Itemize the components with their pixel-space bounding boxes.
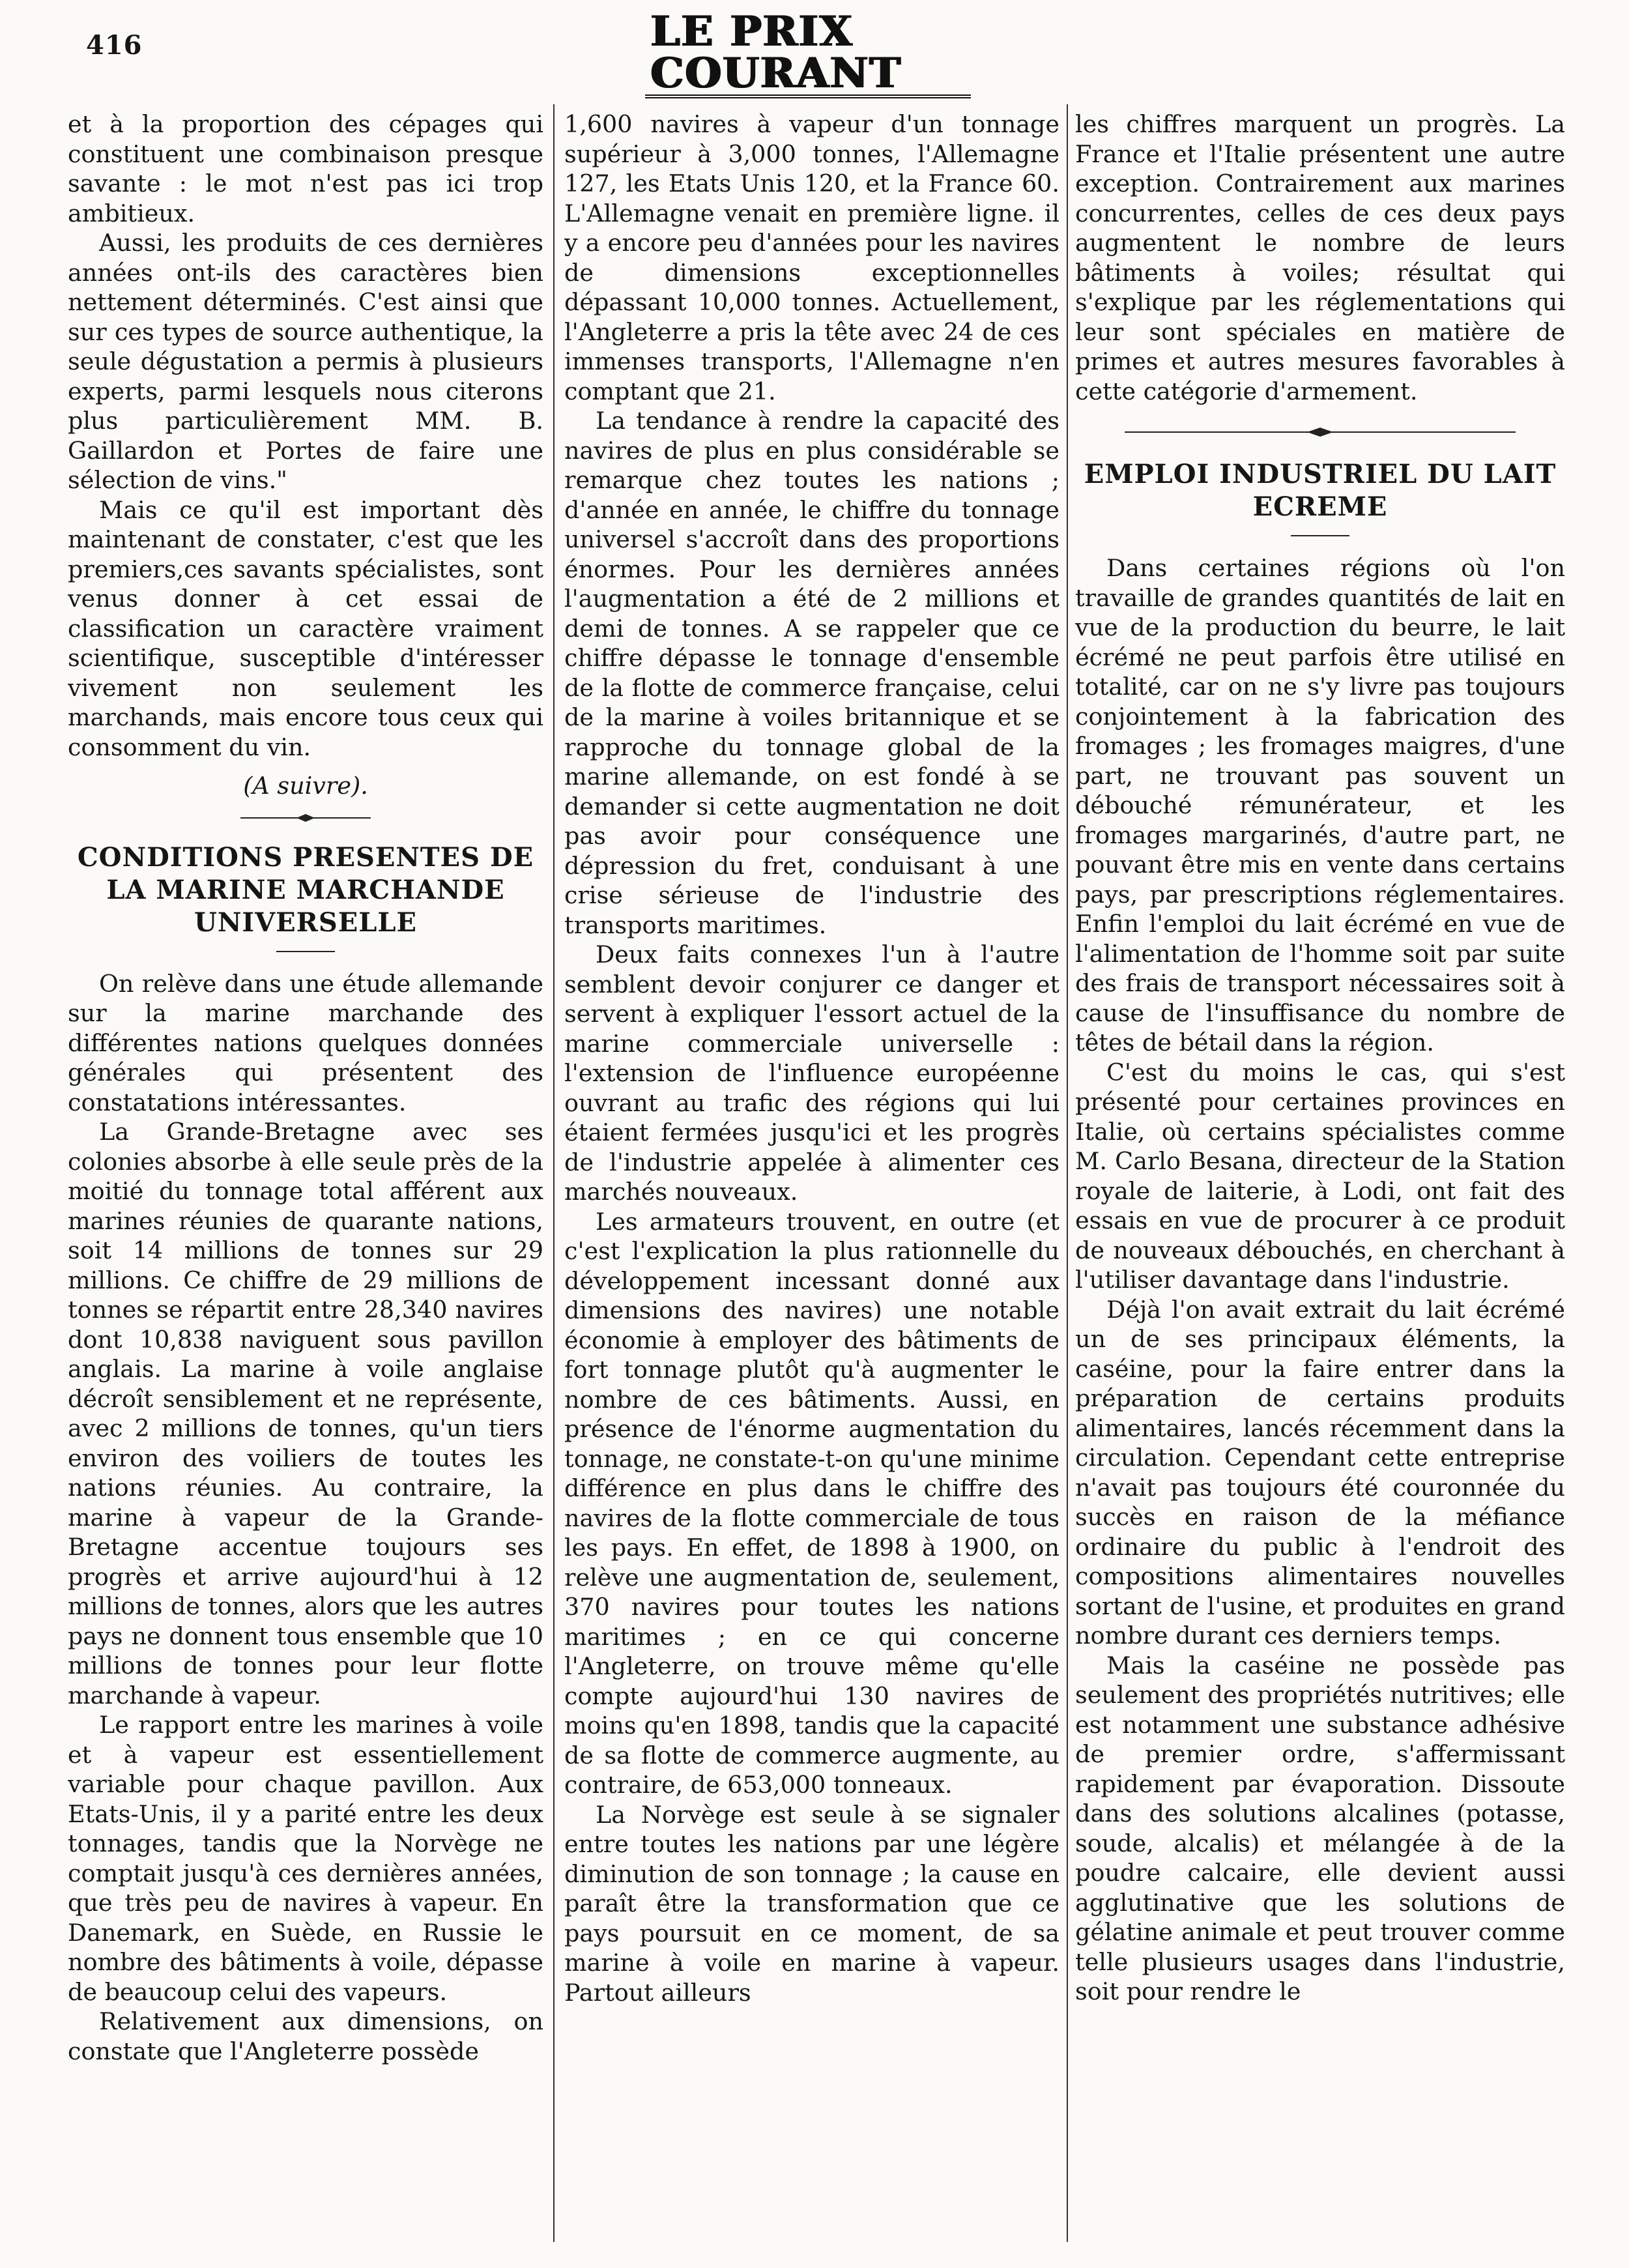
paragraph: La tendance à rendre la capacité des navires de plus en plus considérable se remarque chez toutes les nations ; d'année en année, le chiffre du tonnage universel s'accroît dans des proportions énormes. Pour les dernières années l'augmentation a été de 2 millions et demi de tonnes. A se rappeler que ce chiffre dépasse le tonnage d'ensemble de la flotte de commerce française, celui de la marine à voiles britannique et se rapproche du tonnage global de la marine allemande, on est fondé à se demander si cette augmentation ne doit pas avoir pour conséquence une dépression du fret, conduisant à une crise sérieuse de l'industrie des transports maritimes.: [564, 407, 1060, 939]
paragraph: Les armateurs trouvent, en outre (et c'est l'explication la plus rationnelle du développement incessant donné aux dimensions des navires) une notable économie à employer des bâtiments de fort tonnage plutôt qu'à augmenter le nombre de ces bâtiments. Aussi, en présence de l'énorme augmentation du tonnage, ne constate-t-on qu'une minime différence en plus dans le chiffre des navires de la flotte commerciale de tous les pays. En effet, de 1898 à 1900, on relève une augmentation de, seulement, 370 navires pour toutes les nations maritimes ; en ce qui concerne l'Angleterre, on trouve même qu'elle compte aujourd'hui 130 navires de moins qu'en 1898, tandis que la capacité de sa flotte de commerce augmente, au contraire, de 653,000 tonneaux.: [564, 1207, 1060, 1799]
a-suivre-note: (A suivre).: [243, 772, 368, 800]
paragraph: Dans certaines régions où l'on travaille de grandes quantités de lait en vue de la production du beurre, le lait écrémé ne peut parfois être utilisé en totalité, car on ne s'y livre pas toujours conjointement à la fabrication des fromages ; les fromages maigres, d'une part, ne trouvant pas souvent un débouché rémunérateur, et les fromages margarinés, d'autre part, ne pouvant être mis en vente dans certains pays, par prescriptions réglementaires. Enfin l'emploi du lait écrémé en vue de l'alimentation de l'homme soit par suite des frais de transport nécessaires soit à cause de l'insuffisance du nombre de têtes de bétail dans la région.: [1075, 554, 1565, 1056]
article-title: EMPLOI INDUSTRIEL DU LAIT ECREME: [1084, 459, 1557, 522]
title-underline: [1291, 535, 1349, 536]
paragraph: La Norvège est seule à se signaler entre toutes les nations par une légère diminution de son tonnage ; la cause en paraît être la transformation que ce pays poursuit en ce moment, de sa marine à voile en marine à vapeur. Partout ailleurs: [564, 1800, 1060, 2007]
column-2: [564, 109, 1060, 2221]
title-underline: [276, 951, 335, 952]
separator-ornament-icon: [1125, 426, 1516, 439]
paragraph: On relève dans une étude allemande sur la marine marchande des différentes nations quelques données générales qui présentent des constatations intéressantes.: [68, 969, 543, 1116]
paragraph: et à la proportion des cépages qui constituent une combinaison presque savante : le mot n'est pas ici trop ambitieux.: [68, 110, 543, 227]
masthead: [645, 7, 971, 98]
paragraph: 1,600 navires à vapeur d'un tonnage supérieur à 3,000 tonnes, l'Allemagne 127, les Etats Unis 120, et la France 60. L'Allemagne venait en première ligne. il y a encore peu d'années pour les navires de dimensions exceptionnelles dépassant 10,000 tonnes. Actuellement, l'Angleterre a pris la tête avec 24 de ces immenses transports, l'Allemagne n'en comptant que 21.: [564, 110, 1060, 405]
page-number: 416: [86, 30, 143, 61]
paragraph: Relativement aux dimensions, on constate que l'Angleterre possède: [68, 2007, 543, 2065]
paragraph: Deux faits connexes l'un à l'autre semblent devoir conjurer ce danger et servent à expliquer l'essort actuel de la marine commerciale universelle : l'extension de l'influence européenne ouvrant au trafic des régions qui lui étaient fermées jusqu'ici et les progrès de l'industrie appelée à alimenter ces marchés nouveaux.: [564, 940, 1060, 1206]
paragraph: Mais ce qu'il est important dès maintenant de constater, c'est que les premiers,ces savants spécialistes, sont venus donner à cet essai de classification un caractère vraiment scientifique, susceptible d'intéresser vivement non seulement les marchands, mais encore tous ceux qui consomment du vin.: [68, 495, 543, 761]
paragraph: Mais la caséine ne possède pas seulement des propriétés nutritives; elle est notamment une substance adhésive de premier ordre, s'affermissant rapidement par évaporation. Dissoute dans des solutions alcalines (potasse, soude, alcalis) et mélangée à de la poudre calcaire, elle devient aussi agglutinative que les solutions de gélatine animale et peut trouver comme telle plusieurs usages dans l'industrie, soit pour rendre le: [1075, 1651, 1565, 2005]
paragraph: les chiffres marquent un progrès. La France et l'Italie présentent une autre exception. Contrairement aux marines concurrentes, celles de ces deux pays augmentent le nombre de leurs bâtiments à voiles; résultat qui s'explique par les réglementations qui leur sont spéciales en matière de primes et autres mesures favorables à cette catégorie d'armement.: [1075, 110, 1565, 405]
paragraph: Aussi, les produits de ces dernières années ont-ils des caractères bien nettement déterminés. C'est ainsi que sur ces types de source authentique, la seule dégustation a permis à plusieurs experts, parmi lesquels nous citerons plus particulièrement MM. B. Gaillardon et Portes de faire une sélection de vins.": [68, 229, 543, 494]
column-3: [1075, 109, 1565, 2221]
column-divider: [553, 104, 555, 2242]
column-1: [68, 109, 543, 2221]
separator-ornament-icon: [240, 813, 371, 823]
paragraph: La Grande-Bretagne avec ses colonies absorbe à elle seule près de la moitié du tonnage total afférent aux marines réunies de quarante nations, soit 14 millions de tonnes sur 29 millions. Ce chiffre de 29 millions de tonnes se répartit entre 28,340 navires dont 10,838 naviguent sous pavillon anglais. La marine à voile anglaise décroît sensiblement et ne représente, avec 2 millions de tonnes, qu'un tiers environ des voiliers de toutes les nations réunies. Au contraire, la marine à vapeur de la Grande-Bretagne accentue toujours ses progrès et arrive aujourd'hui à 12 millions de tonnes, alors que les autres pays ne donnent tous ensemble que 10 millions de tonnes pour leur flotte marchande à vapeur.: [68, 1118, 543, 1709]
article-title: CONDITIONS PRESENTES DE LA MARINE MARCHANDE UNIVERSELLE: [77, 841, 534, 938]
paragraph: Le rapport entre les marines à voile et à vapeur est essentiellement variable pour chaque pavillon. Aux Etats-Unis, il y a parité entre les deux tonnages, tandis que la Norvège ne comptait jusqu'à ces dernières années, que très peu de navires à vapeur. En Danemark, en Suède, en Russie le nombre des bâtiments à voile, dépasse de beaucoup celui des vapeurs.: [68, 1711, 543, 2006]
column-divider: [1067, 104, 1068, 2242]
paragraph: C'est du moins le cas, qui s'est présenté pour certaines provinces en Italie, où certains spécialistes comme M. Carlo Besana, directeur de la Station royale de laiterie, à Lodi, ont fait des essais en vue de procurer à ce produit de nouveaux débouchés, en cherchant à l'utiliser davantage dans l'industrie.: [1075, 1058, 1565, 1294]
journal-title: LE PRIX COURANT: [645, 11, 971, 98]
paragraph: Déjà l'on avait extrait du lait écrémé un de ses principaux éléments, la caséine, pour la faire entrer dans la préparation de certains produits alimentaires, lancés récemment dans la circulation. Cependant cette entreprise n'avait pas toujours été couronnée du succès en raison de la méfiance ordinaire du public à l'endroit des compositions alimentaires nouvelles sortant de l'usine, et produites en grand nombre durant ces derniers temps.: [1075, 1295, 1565, 1650]
